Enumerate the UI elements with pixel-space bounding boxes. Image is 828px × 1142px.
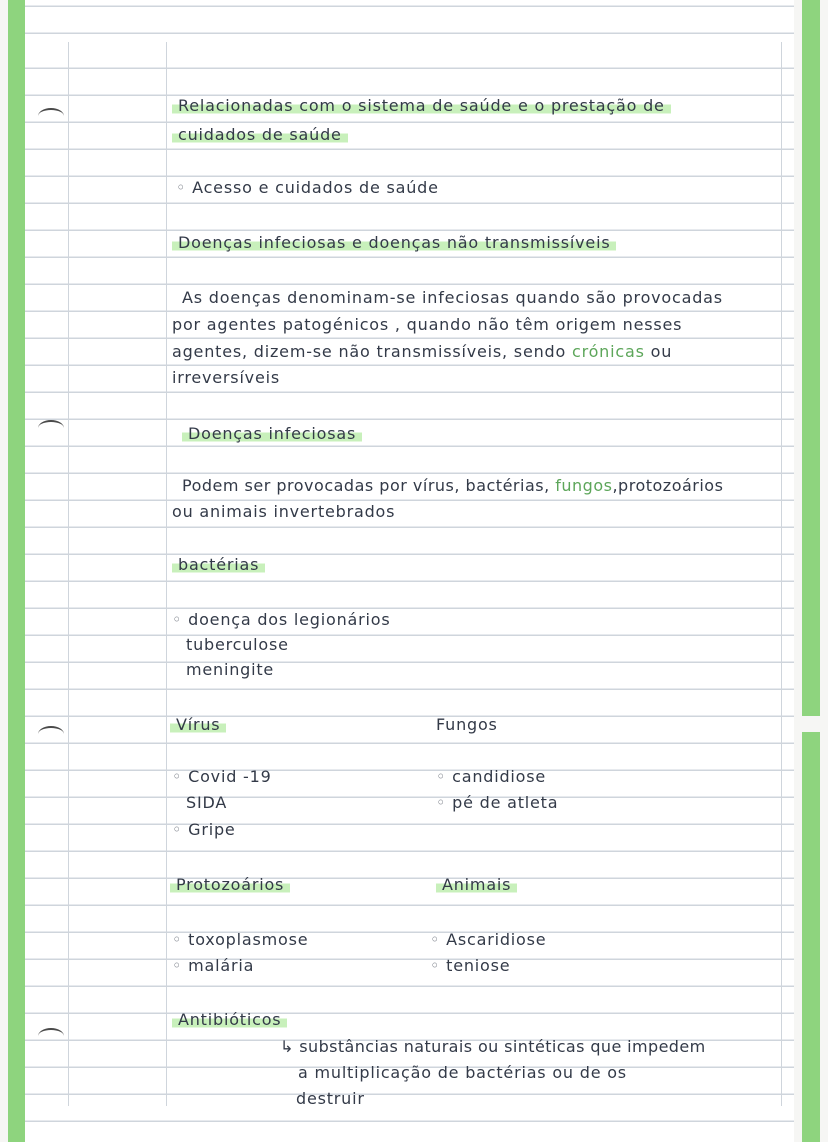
right-margin-line [781, 42, 782, 1106]
heading-doencas-infeciosas: Doenças infeciosas [182, 424, 362, 443]
paper-notch [802, 716, 820, 732]
list-item: ◦ pé de atleta [436, 793, 559, 812]
antibioticos-line-1: ↳ substâncias naturais ou sintéticas que impedem [280, 1037, 706, 1056]
heading-animais: Animais [436, 875, 517, 894]
binder-hole-icon [38, 1028, 64, 1044]
list-item: ◦ toxoplasmose [172, 930, 309, 949]
list-item: ◦ malária [172, 956, 255, 975]
heading-virus: Vírus [170, 715, 226, 734]
list-item: ◦ teniose [430, 956, 511, 975]
paragraph-2-line-1: Podem ser provocadas por vírus, bactérias, fungos,protozoários [182, 476, 724, 495]
intro-line-1: Relacionadas com o sistema de saúde e o prestação de [172, 96, 671, 115]
heading-bacterias: bactérias [172, 555, 265, 574]
list-item: ◦ Gripe [172, 820, 236, 839]
heading-protozoarios: Protozoários [170, 875, 290, 894]
heading-antibioticos: Antibióticos [172, 1010, 287, 1029]
notebook-sheet [25, 0, 794, 1142]
inner-margin-line [166, 42, 167, 1106]
paper-right-band [802, 0, 820, 1142]
left-margin-line [68, 42, 69, 1106]
list-item: SIDA [186, 793, 228, 812]
binder-hole-icon [38, 420, 64, 436]
paragraph-1-line-1: As doenças denominam-se infeciosas quando são provocadas [182, 288, 723, 307]
antibioticos-line-3: destruir [296, 1089, 365, 1108]
list-item: ◦ Ascaridiose [430, 930, 547, 949]
list-item: ◦ candidiose [436, 767, 547, 786]
binder-hole-icon [38, 108, 64, 124]
list-item: meningite [186, 660, 275, 679]
binder-hole-icon [38, 726, 64, 742]
bullet-acesso: ◦ Acesso e cuidados de saúde [176, 178, 439, 197]
intro-line-2: cuidados de saúde [172, 125, 348, 144]
antibioticos-line-2: a multiplicação de bactérias ou de os [298, 1063, 627, 1082]
list-item: ◦ doença dos legionários [172, 610, 391, 629]
paper-left-band [8, 0, 25, 1142]
paragraph-1-line-3: agentes, dizem-se não transmissíveis, sendo crónicas ou [172, 342, 673, 361]
list-item: ◦ Covid -19 [172, 767, 272, 786]
heading-fungos: Fungos [436, 715, 498, 734]
paragraph-1-line-2: por agentes patogénicos , quando não têm origem nesses [172, 315, 683, 334]
paragraph-1-line-4: irreversíveis [172, 368, 280, 387]
list-item: tuberculose [186, 635, 289, 654]
heading-main: Doenças infeciosas e doenças não transmissíveis [172, 233, 616, 252]
paragraph-2-line-2: ou animais invertebrados [172, 502, 396, 521]
